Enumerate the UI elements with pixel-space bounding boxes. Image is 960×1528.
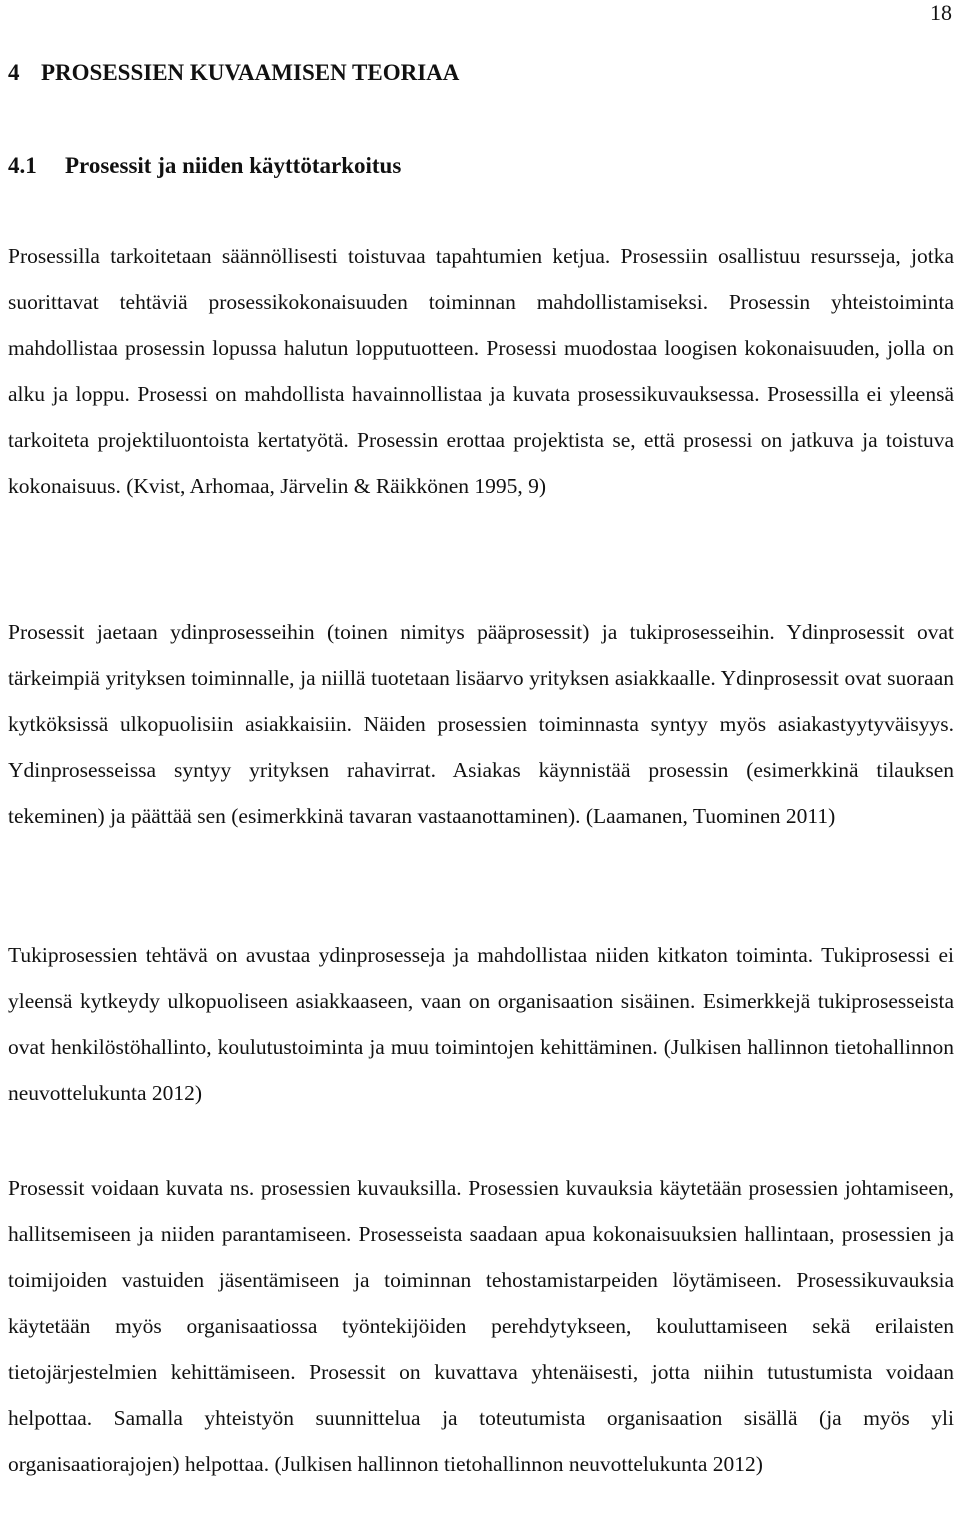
section-title: Prosessit ja niiden käyttötarkoitus (65, 153, 402, 178)
paragraph-support-processes: Tukiprosessien tehtävä on avustaa ydinprosesseja ja mahdollistaa niiden kitkaton toiminta. Tukiprosessi ei yleensä kytkeydy ulkopuoliseen asiakkaaseen, vaan on organisaation sisäinen. Esimerkkejä tukiprosesseista ovat henkilöstöhallinto, koulutustoiminta ja muu toimintojen kehittäminen. (Julkisen hallinnon tietohallinnon neuvottelukunta 2012) (8, 943, 954, 1105)
paragraph-processes-definition: Prosessilla tarkoitetaan säännöllisesti toistuvaa tapahtumien ketjua. Prosessiin osallistuu resursseja, jotka suorittavat tehtäviä prosessikokonaisuuden toiminnan mahdollistamiseksi. Prosessin yhteistoiminta mahdollistaa prosessin lopussa halutun lopputuotteen. Prosessi muodostaa loogisen kokonaisuuden, jolla on alku ja loppu. Prosessi on mahdollista havainnollistaa ja kuvata prosessikuvauksessa. Prosessilla ei yleensä tarkoiteta projektiluontoista kertatyötä. Prosessin erottaa projektista se, että prosessi on jatkuva ja toistuva kokonaisuus. (Kvist, Arhomaa, Järvelin & Räikkönen 1995, 9) (8, 244, 954, 498)
page-number: 18 (930, 0, 952, 25)
chapter-title: PROSESSIEN KUVAAMISEN TEORIAA (41, 60, 460, 85)
section-number: 4.1 (8, 153, 37, 178)
chapter-number: 4 (8, 60, 20, 85)
paragraph-core-processes: Prosessit jaetaan ydinprosesseihin (toinen nimitys pääprosessit) ja tukiprosesseihin. Ydinprosessit ovat tärkeimpiä yrityksen toiminnalle, ja niillä tuotetaan lisäarvo yrityksen asiakkaalle. Ydinprosessit ovat suoraan kytköksissä ulkopuolisiin asiakkaisiin. Näiden prosessien toiminnasta syntyy myös asiakastyytyväisyys. Ydinprosesseissa syntyy yrityksen rahavirrat. Asiakas käynnistää prosessin (esimerkkinä tilauksen tekeminen) ja päättää sen (esimerkkinä tavaran vastaanottaminen). (Laamanen, Tuominen 2011) (8, 620, 954, 828)
section-heading (8, 151, 401, 181)
paragraph-process-descriptions: Prosessit voidaan kuvata ns. prosessien kuvauksilla. Prosessien kuvauksia käytetään prosessien johtamiseen, hallitsemiseen ja niiden parantamiseen. Prosesseista saadaan apua kokonaisuuksien hallintaan, prosessien ja toimijoiden vastuiden jäsentämiseen ja toiminnan tehostamistarpeiden löytämiseen. Prosessikuvauksia käytetään myös organisaatiossa työntekijöiden perehdytykseen, kouluttamiseen sekä erilaisten tietojärjestelmien kehittämiseen. Prosessit on kuvattava yhtenäisesti, jotta niihin tutustumista voidaan helpottaa. Samalla yhteistyön suunnittelua ja toteutumista organisaation sisällä (ja myös yli organisaatiorajojen) helpottaa. (Julkisen hallinnon tietohallinnon neuvottelukunta 2012) (8, 1176, 954, 1476)
chapter-heading (8, 58, 459, 88)
